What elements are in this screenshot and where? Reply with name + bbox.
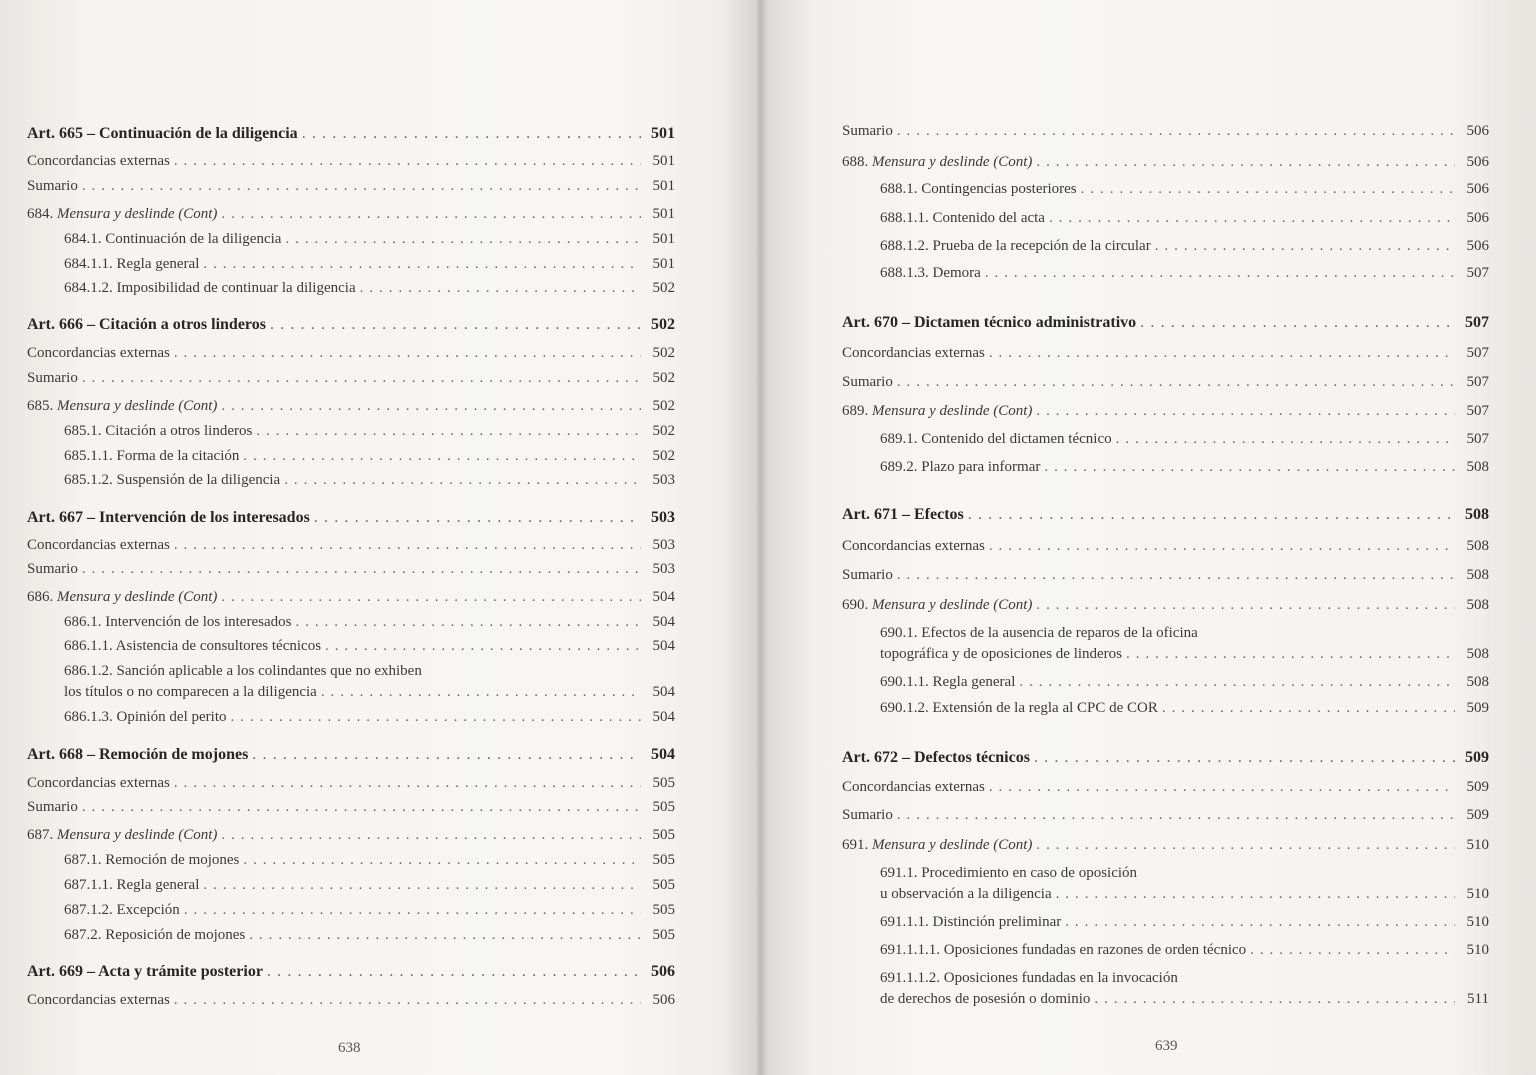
toc-entry[interactable]: [880, 913, 1489, 931]
dot-leader: [270, 316, 641, 334]
dot-leader: [243, 851, 641, 869]
dot-leader: [325, 637, 641, 655]
dot-leader: [174, 774, 641, 792]
toc-entry[interactable]: [64, 255, 675, 273]
toc-entry[interactable]: [842, 778, 1489, 796]
dot-leader: [989, 537, 1455, 555]
toc-entry-label: 686.1.3. Opinión del perito: [64, 709, 227, 725]
toc-entry[interactable]: [880, 673, 1489, 691]
toc-entry-line1: 691.1. Procedimiento en caso de oposición: [880, 865, 1138, 881]
page-ref: 505: [652, 927, 675, 943]
section-title: Mensura y deslinde (Cont): [872, 837, 1033, 853]
toc-entry[interactable]: [64, 471, 675, 489]
page-ref: 507: [1466, 431, 1489, 447]
section-number: 685.: [27, 398, 54, 414]
page-ref: 504: [652, 638, 675, 654]
toc-entry-label: 685.1.1. Forma de la citación: [64, 448, 240, 464]
page-ref: 504: [651, 746, 675, 763]
toc-entry-label: Art. 669 – Acta y trámite posterior: [27, 963, 263, 980]
toc-entry-line1: 690.1. Efectos de la ausencia de reparos de la oficina: [880, 625, 1198, 641]
page-ref: 503: [652, 472, 675, 488]
toc-entry-label: Art. 671 – Efectos: [842, 506, 964, 523]
toc-entry[interactable]: [842, 836, 1489, 854]
section-title: Mensura y deslinde (Cont): [57, 398, 218, 414]
page-ref: 507: [1466, 265, 1489, 281]
section-number: 687.: [27, 827, 54, 843]
dot-leader: [203, 876, 641, 894]
dot-leader: [968, 506, 1455, 524]
dot-leader: [897, 373, 1455, 391]
toc-entry-label: 684.1. Continuación de la diligencia: [64, 231, 282, 247]
dot-leader: [221, 397, 641, 415]
page-ref: 508: [1466, 567, 1489, 583]
page-ref: 506: [1466, 123, 1489, 139]
toc-entry-label: 688.1.3. Demora: [880, 265, 981, 281]
toc-entry-label: [27, 397, 217, 415]
dot-leader: [174, 152, 641, 170]
page-ref: 506: [1466, 181, 1489, 197]
page-ref: 506: [652, 992, 675, 1008]
dot-leader: [256, 422, 641, 440]
toc-entry-label: [842, 596, 1032, 614]
toc-entry-label: 687.2. Reposición de mojones: [64, 927, 246, 943]
toc-entry[interactable]: [880, 209, 1489, 227]
toc-entry[interactable]: [64, 683, 675, 701]
dot-leader: [174, 991, 641, 1009]
page-ref: 510: [1466, 942, 1489, 958]
dot-leader: [203, 255, 641, 273]
toc-entry-line1: 686.1.2. Sanción aplicable a los colindantes que no exhiben: [64, 663, 422, 679]
toc-entry[interactable]: [880, 885, 1489, 903]
dot-leader: [243, 447, 641, 465]
page-ref: 502: [651, 316, 675, 333]
dot-leader: [1036, 596, 1455, 614]
dot-leader: [82, 798, 641, 816]
toc-entry[interactable]: [64, 876, 675, 894]
dot-leader: [1036, 836, 1455, 854]
dot-leader: [221, 205, 641, 223]
right-page: [760, 0, 1536, 1075]
toc-entry-label: [842, 153, 1032, 171]
dot-leader: [1155, 237, 1455, 255]
page-ref: 510: [1466, 837, 1489, 853]
toc-entry-label: Concordancias externas: [27, 775, 170, 791]
toc-entry-line1: 691.1.1.2. Oposiciones fundadas en la invocación: [880, 970, 1178, 986]
toc-entry[interactable]: [842, 373, 1489, 391]
section-number: 686.: [27, 589, 54, 605]
page-ref: 502: [652, 280, 675, 296]
toc-entry-label: 690.1.1. Regla general: [880, 674, 1016, 690]
dot-leader: [897, 566, 1455, 584]
toc-entry-label: Concordancias externas: [27, 153, 170, 169]
dot-leader: [897, 122, 1455, 140]
toc-entry-label: los títulos o no comparecen a la diligencia: [64, 684, 317, 700]
page-ref: 507: [1466, 403, 1489, 419]
toc-entry-label: 688.1.2. Prueba de la recepción de la circular: [880, 238, 1151, 254]
toc-entry[interactable]: [64, 901, 675, 919]
toc-entry-label: topográfica y de oposiciones de linderos: [880, 646, 1123, 662]
page-ref: 508: [1466, 646, 1489, 662]
dot-leader: [295, 613, 641, 631]
toc-entry-label: 686.1. Intervención de los interesados: [64, 614, 292, 630]
toc-entry-label: 690.1.2. Extensión de la regla al CPC de COR: [880, 700, 1158, 716]
dot-leader: [897, 806, 1455, 824]
dot-leader: [1056, 885, 1455, 903]
toc-entry-label: u observación a la diligencia: [880, 886, 1052, 902]
dot-leader: [321, 683, 641, 701]
toc-article-heading[interactable]: [842, 749, 1489, 767]
toc-article-heading[interactable]: [27, 509, 675, 527]
toc-entry[interactable]: [27, 991, 675, 1009]
section-number: 684.: [27, 206, 54, 222]
dot-leader: [1036, 153, 1455, 171]
toc-entry[interactable]: [27, 205, 675, 223]
toc-entry-label: Sumario: [842, 123, 893, 139]
toc-entry[interactable]: [842, 596, 1489, 614]
section-number: 691.: [842, 837, 869, 853]
toc-entry[interactable]: [27, 177, 675, 195]
toc-entry-label: [842, 402, 1032, 420]
dot-leader: [1094, 990, 1455, 1008]
toc-entry[interactable]: [64, 422, 675, 440]
toc-entry-label: Sumario: [842, 567, 893, 583]
page-number-right: 639: [1155, 1038, 1178, 1054]
toc-entry[interactable]: [27, 152, 675, 170]
dot-leader: [285, 230, 641, 248]
toc-entry-label: 686.1.1. Asistencia de consultores técnicos: [64, 638, 322, 654]
toc-article-heading[interactable]: [27, 316, 675, 334]
toc-entry-label: 689.2. Plazo para informar: [880, 459, 1041, 475]
dot-leader: [1036, 402, 1455, 420]
dot-leader: [221, 826, 641, 844]
page-ref: 504: [652, 589, 675, 605]
toc-entry[interactable]: [842, 344, 1489, 362]
page-ref: 506: [1466, 210, 1489, 226]
toc-entry[interactable]: [880, 237, 1489, 255]
toc-entry-label: Sumario: [27, 178, 78, 194]
toc-entry[interactable]: [27, 560, 675, 578]
toc-entry-label: Sumario: [27, 799, 78, 815]
toc-entry-label: Concordancias externas: [842, 538, 985, 554]
dot-leader: [1250, 941, 1455, 959]
page-ref: 504: [652, 684, 675, 700]
section-title: Mensura y deslinde (Cont): [872, 154, 1033, 170]
page-ref: 508: [1466, 597, 1489, 613]
dot-leader: [174, 536, 641, 554]
page-ref: 502: [652, 423, 675, 439]
dot-leader: [985, 264, 1455, 282]
toc-entry[interactable]: [27, 826, 675, 844]
page-ref: 505: [652, 827, 675, 843]
toc-entry-label: Concordancias externas: [842, 779, 985, 795]
toc-entry-label: Concordancias externas: [842, 345, 985, 361]
page-ref: 502: [652, 345, 675, 361]
toc-entry-label: Art. 666 – Citación a otros linderos: [27, 316, 266, 333]
toc-entry-label: 689.1. Contenido del dictamen técnico: [880, 431, 1112, 447]
toc-entry-label: Art. 670 – Dictamen técnico administrativo: [842, 314, 1137, 331]
page-ref: 502: [652, 370, 675, 386]
dot-leader: [82, 177, 641, 195]
toc-entry[interactable]: [27, 397, 675, 415]
page-ref: 506: [651, 963, 675, 980]
dot-leader: [184, 901, 641, 919]
page-ref: 504: [652, 709, 675, 725]
dot-leader: [221, 588, 641, 606]
toc-article-heading[interactable]: [842, 506, 1489, 524]
page-number-left: 638: [338, 1040, 361, 1056]
dot-leader: [1034, 749, 1455, 767]
toc-entry-label: Sumario: [842, 374, 893, 390]
toc-entry-label: 687.1. Remoción de mojones: [64, 852, 240, 868]
page-ref: 509: [1465, 749, 1489, 766]
section-number: 688.: [842, 154, 869, 170]
section-number: 690.: [842, 597, 869, 613]
dot-leader: [249, 926, 641, 944]
toc-entry-label: 684.1.2. Imposibilidad de continuar la diligencia: [64, 280, 356, 296]
page-ref: 501: [652, 256, 675, 272]
page-ref: 505: [652, 775, 675, 791]
toc-entry[interactable]: [27, 536, 675, 554]
toc-entry[interactable]: [880, 645, 1489, 663]
page-ref: 507: [1465, 314, 1489, 331]
toc-entry[interactable]: [27, 369, 675, 387]
toc-entry-label: [27, 826, 217, 844]
toc-entry[interactable]: [27, 798, 675, 816]
dot-leader: [1044, 458, 1455, 476]
dot-leader: [360, 279, 641, 297]
left-page: [0, 0, 760, 1075]
page-ref: 507: [1466, 345, 1489, 361]
toc-entry[interactable]: [842, 153, 1489, 171]
page-ref: 506: [1466, 238, 1489, 254]
toc-entry-label: Sumario: [27, 370, 78, 386]
dot-leader: [1116, 430, 1455, 448]
page-ref: 501: [652, 178, 675, 194]
dot-leader: [1162, 699, 1455, 717]
toc-entry-label: Art. 672 – Defectos técnicos: [842, 749, 1030, 766]
page-ref: 508: [1466, 674, 1489, 690]
toc-entry-label: 691.1.1.1. Oposiciones fundadas en razones de orden técnico: [880, 942, 1247, 958]
dot-leader: [267, 963, 641, 981]
dot-leader: [1065, 913, 1455, 931]
section-number: 689.: [842, 403, 869, 419]
section-title: Mensura y deslinde (Cont): [57, 827, 218, 843]
page-ref: 503: [652, 537, 675, 553]
toc-article-heading[interactable]: [27, 125, 675, 143]
toc-entry-label: 687.1.1. Regla general: [64, 877, 200, 893]
toc-entry-label: Sumario: [842, 807, 893, 823]
page-ref: 509: [1466, 779, 1489, 795]
toc-entry-label: 688.1. Contingencias posteriores: [880, 181, 1077, 197]
toc-entry-label: Sumario: [27, 561, 78, 577]
toc-article-heading[interactable]: [27, 746, 675, 764]
toc-entry-label: [27, 588, 217, 606]
toc-entry[interactable]: [64, 708, 675, 726]
toc-entry-label: 684.1.1. Regla general: [64, 256, 200, 272]
toc-entry[interactable]: [27, 774, 675, 792]
toc-entry[interactable]: [842, 537, 1489, 555]
page-ref: 504: [652, 614, 675, 630]
section-title: Mensura y deslinde (Cont): [872, 403, 1033, 419]
dot-leader: [989, 778, 1455, 796]
page-ref: 508: [1466, 538, 1489, 554]
toc-entry[interactable]: [64, 230, 675, 248]
dot-leader: [1140, 314, 1455, 332]
toc-entry[interactable]: [842, 122, 1489, 140]
toc-entry-label: Art. 668 – Remoción de mojones: [27, 746, 249, 763]
toc-entry-label: Concordancias externas: [27, 345, 170, 361]
dot-leader: [1049, 209, 1455, 227]
toc-entry-label: Art. 665 – Continuación de la diligencia: [27, 125, 298, 142]
toc-entry[interactable]: [842, 402, 1489, 420]
dot-leader: [230, 708, 641, 726]
page-ref: 505: [652, 877, 675, 893]
section-title: Mensura y deslinde (Cont): [57, 589, 218, 605]
page-ref: 509: [1466, 700, 1489, 716]
page-ref: 508: [1466, 459, 1489, 475]
section-title: Mensura y deslinde (Cont): [57, 206, 218, 222]
toc-entry[interactable]: [64, 637, 675, 655]
toc-entry-label: [27, 205, 217, 223]
page-ref: 501: [651, 125, 675, 142]
toc-entry[interactable]: [880, 264, 1489, 282]
toc-entry[interactable]: [27, 588, 675, 606]
page-ref: 507: [1466, 374, 1489, 390]
toc-entry[interactable]: [880, 941, 1489, 959]
page-ref: 505: [652, 852, 675, 868]
page-ref: 508: [1465, 506, 1489, 523]
page-ref: 505: [652, 902, 675, 918]
toc-entry-label: [842, 836, 1032, 854]
toc-entry[interactable]: [842, 806, 1489, 824]
toc-entry[interactable]: [64, 851, 675, 869]
toc-entry[interactable]: [842, 566, 1489, 584]
page-ref: 510: [1466, 914, 1489, 930]
toc-entry[interactable]: [64, 447, 675, 465]
dot-leader: [1126, 645, 1455, 663]
toc-entry[interactable]: [880, 180, 1489, 198]
dot-leader: [252, 746, 641, 764]
section-title: Mensura y deslinde (Cont): [872, 597, 1033, 613]
page-ref: 501: [652, 153, 675, 169]
toc-entry-label: 685.1. Citación a otros linderos: [64, 423, 253, 439]
toc-entry[interactable]: [64, 279, 675, 297]
toc-entry[interactable]: [27, 344, 675, 362]
dot-leader: [284, 471, 641, 489]
toc-entry-label: 688.1.1. Contenido del acta: [880, 210, 1045, 226]
toc-entry[interactable]: [880, 990, 1489, 1008]
dot-leader: [82, 369, 641, 387]
toc-article-heading[interactable]: [27, 963, 675, 981]
page-ref: 506: [1466, 154, 1489, 170]
toc-entry[interactable]: [880, 699, 1489, 717]
toc-entry-label: 691.1.1. Distinción preliminar: [880, 914, 1062, 930]
toc-entry-label: Concordancias externas: [27, 537, 170, 553]
page-ref: 501: [652, 231, 675, 247]
toc-entry-label: Concordancias externas: [27, 992, 170, 1008]
page-ref: 510: [1466, 886, 1489, 902]
toc-article-heading[interactable]: [842, 314, 1489, 332]
dot-leader: [1081, 180, 1455, 198]
toc-entry-label: 685.1.2. Suspensión de la diligencia: [64, 472, 281, 488]
page-ref: 503: [652, 561, 675, 577]
page-ref: 502: [652, 398, 675, 414]
dot-leader: [1019, 673, 1455, 691]
toc-entry[interactable]: [880, 430, 1489, 448]
page-ref: 503: [651, 509, 675, 526]
page-ref: 509: [1466, 807, 1489, 823]
toc-entry[interactable]: [880, 458, 1489, 476]
toc-entry-label: Art. 667 – Intervención de los interesados: [27, 509, 310, 526]
dot-leader: [314, 509, 641, 527]
toc-entry[interactable]: [64, 613, 675, 631]
toc-entry-label: de derechos de posesión o dominio: [880, 991, 1091, 1007]
page-ref: 511: [1467, 991, 1489, 1007]
dot-leader: [174, 344, 641, 362]
dot-leader: [82, 560, 641, 578]
toc-entry-label: 687.1.2. Excepción: [64, 902, 180, 918]
page-ref: 501: [652, 206, 675, 222]
page-ref: 505: [652, 799, 675, 815]
toc-entry[interactable]: [64, 926, 675, 944]
dot-leader: [302, 125, 641, 143]
dot-leader: [989, 344, 1455, 362]
page-ref: 502: [652, 448, 675, 464]
